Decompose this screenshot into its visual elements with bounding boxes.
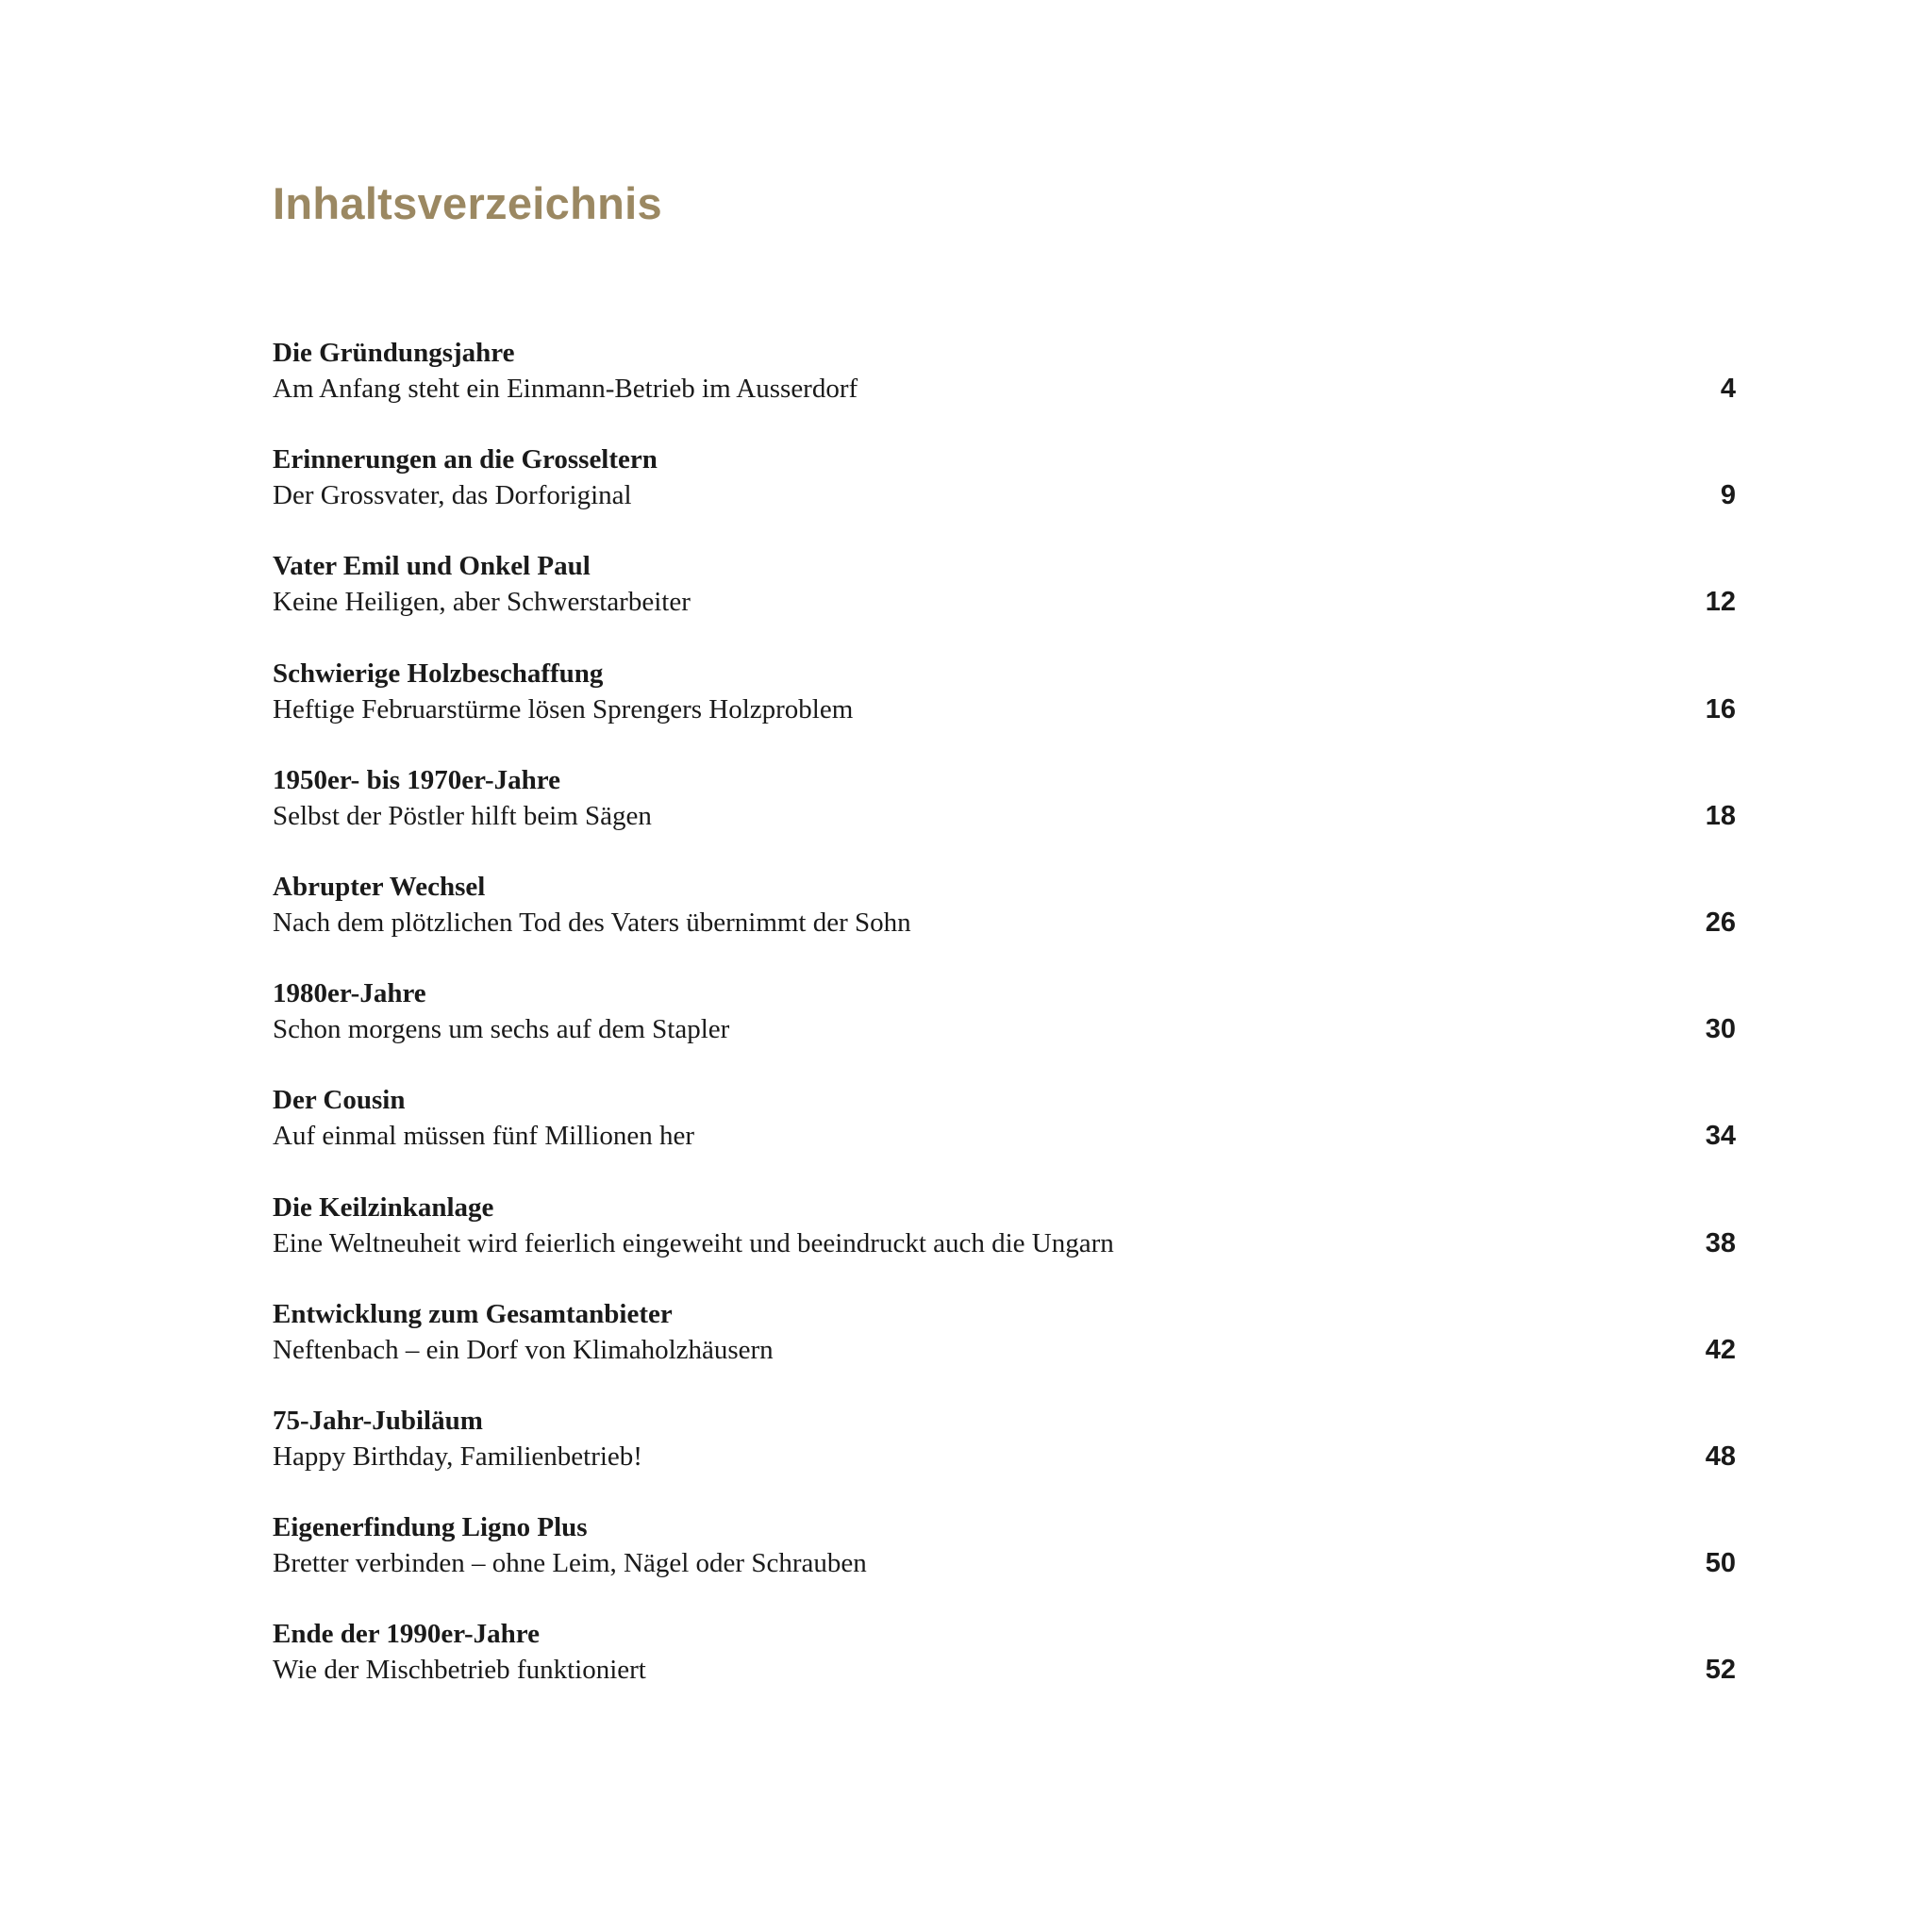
toc-entry [273, 1509, 1736, 1616]
chapter-subtitle: Bretter verbinden – ohne Leim, Nägel oder Schrauben [273, 1548, 867, 1579]
chapter-heading: Die Gründungsjahre [273, 338, 515, 368]
chapter-subtitle: Keine Heiligen, aber Schwerstarbeiter [273, 587, 691, 618]
page-title: Inhaltsverzeichnis [273, 178, 662, 228]
chapter-heading: Abrupter Wechsel [273, 871, 486, 902]
page-number: 34 [1705, 1121, 1736, 1152]
chapter-subtitle: Der Grossvater, das Dorforiginal [273, 480, 632, 511]
page-number: 50 [1705, 1548, 1736, 1579]
chapter-subtitle: Neftenbach – ein Dorf von Klimaholzhäusern [273, 1334, 774, 1365]
toc-entry [273, 1296, 1736, 1403]
chapter-heading: Der Cousin [273, 1085, 406, 1116]
chapter-heading: Ende der 1990er-Jahre [273, 1619, 540, 1650]
chapter-heading: Die Keilzinkanlage [273, 1191, 494, 1223]
toc-entry [273, 1082, 1736, 1189]
chapter-heading: 75-Jahr-Jubiläum [273, 1405, 483, 1436]
chapter-subtitle: Schon morgens um sechs auf dem Stapler [273, 1014, 730, 1045]
toc-entry [273, 441, 1736, 548]
page-number: 18 [1705, 800, 1736, 831]
page-number: 30 [1705, 1014, 1736, 1045]
page-number: 12 [1705, 587, 1736, 618]
chapter-subtitle: Happy Birthday, Familienbetrieb! [273, 1441, 642, 1472]
page-number: 52 [1705, 1655, 1736, 1686]
chapter-subtitle: Nach dem plötzlichen Tod des Vaters übernimmt der Sohn [273, 907, 911, 938]
toc-entry [273, 1616, 1736, 1723]
chapter-heading: 1950er- bis 1970er-Jahre [273, 764, 560, 795]
toc-entry [273, 1403, 1736, 1509]
chapter-subtitle: Selbst der Pöstler hilft beim Sägen [273, 800, 652, 831]
toc-entry [273, 656, 1736, 762]
chapter-heading: 1980er-Jahre [273, 978, 426, 1009]
chapter-subtitle: Eine Weltneuheit wird feierlich eingeweiht und beeindruckt auch die Ungarn [273, 1227, 1114, 1258]
chapter-heading: Vater Emil und Onkel Paul [273, 551, 591, 582]
page-number: 9 [1720, 480, 1736, 511]
toc-entry [273, 762, 1736, 869]
page-number: 26 [1705, 907, 1736, 938]
chapter-subtitle: Heftige Februarstürme lösen Sprengers Holzproblem [273, 693, 854, 724]
toc-entry [273, 1190, 1736, 1296]
page-number: 38 [1705, 1227, 1736, 1258]
page-number: 16 [1705, 693, 1736, 724]
chapter-subtitle: Am Anfang steht ein Einmann-Betrieb im Ausserdorf [273, 374, 858, 404]
table-of-contents [273, 335, 1736, 1723]
chapter-heading: Entwicklung zum Gesamtanbieter [273, 1298, 673, 1329]
toc-entry [273, 869, 1736, 975]
toc-entry [273, 975, 1736, 1082]
toc-entry [273, 335, 1736, 441]
chapter-subtitle: Wie der Mischbetrieb funktioniert [273, 1655, 646, 1686]
page-number: 48 [1705, 1441, 1736, 1472]
chapter-heading: Erinnerungen an die Grosseltern [273, 444, 658, 475]
chapter-heading: Schwierige Holzbeschaffung [273, 658, 604, 689]
page-number: 42 [1705, 1334, 1736, 1365]
chapter-heading: Eigenerfindung Ligno Plus [273, 1512, 588, 1543]
toc-entry [273, 548, 1736, 655]
page-number: 4 [1720, 374, 1736, 404]
chapter-subtitle: Auf einmal müssen fünf Millionen her [273, 1121, 694, 1152]
